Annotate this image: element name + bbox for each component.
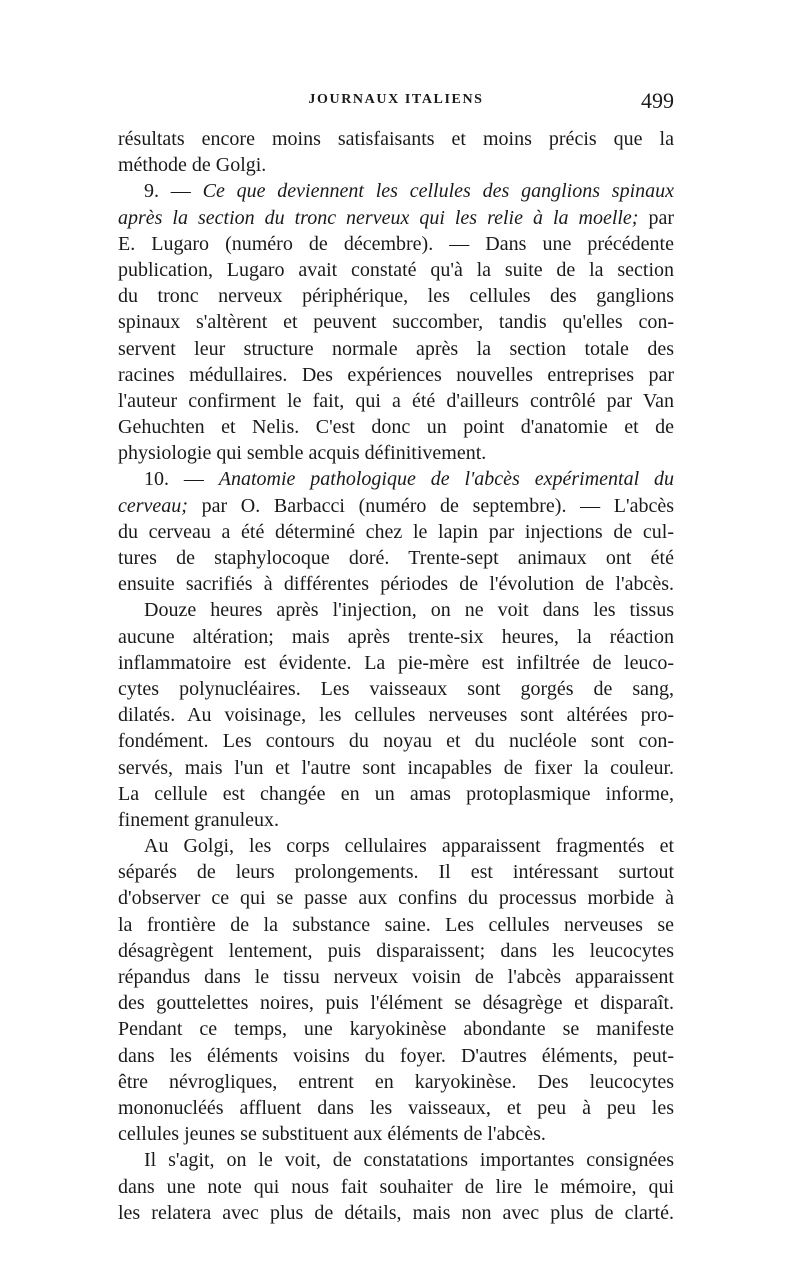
section-heading-line: cerveau; par O. Barbacci (numéro de septembre). — L'abcès xyxy=(118,494,674,517)
text-line: Pendant ce temps, une karyokinèse abondante se manifeste xyxy=(118,1018,674,1041)
text-line: répandus dans le tissu nerveux voisin de l'abcès apparaissent xyxy=(118,966,674,988)
text-line: cellules jeunes se substituent aux éléments de l'abcès. xyxy=(118,1123,546,1146)
text-line: inflammatoire est évidente. La pie-mère est infiltrée de leuco- xyxy=(118,651,674,674)
text-line: Au Golgi, les corps cellulaires apparaissent fragmentés et xyxy=(144,835,674,858)
text-line: La cellule est changée en un amas protoplasmique informe, xyxy=(118,782,674,805)
section-heading-line: après la section du tronc nerveux qui les relie à la moelle; par xyxy=(118,206,674,229)
text-line: l'auteur confirment le fait, qui a été d'ailleurs contrôlé par Van xyxy=(118,389,674,412)
text-line: servés, mais l'un et l'autre sont incapables de fixer la couleur. xyxy=(118,756,674,779)
text-line: racines médullaires. Des expériences nouvelles entreprises par xyxy=(118,363,674,386)
text-line: séparés de leurs prolongements. Il est intéressant surtout xyxy=(118,861,674,884)
text-line: la frontière de la substance saine. Les cellules nerveuses se xyxy=(118,913,674,936)
text-line: physiologie qui semble acquis définitivement. xyxy=(118,442,487,465)
text-line: E. Lugaro (numéro de décembre). — Dans une précédente xyxy=(118,232,674,255)
text-line: fondément. Les contours du noyau et du nucléole sont con- xyxy=(118,730,674,753)
page-number: 499 xyxy=(641,88,674,113)
text-line: désagrègent lentement, puis disparaissent; dans les leucocytes xyxy=(118,939,674,962)
section-heading-line: 9. — Ce que deviennent les cellules des ganglions spinaux xyxy=(144,180,675,203)
text-line: dilatés. Au voisinage, les cellules nerveuses sont altérées pro- xyxy=(118,704,674,727)
text-line: aucune altération; mais après trente-six heures, la réaction xyxy=(118,625,674,648)
running-head xyxy=(118,88,674,116)
text-line: être névrogliques, entrent en karyokinèse. Des leucocytes xyxy=(118,1070,674,1093)
text-line: d'observer ce qui se passe aux confins du processus morbide à xyxy=(118,887,674,910)
text-line: ensuite sacrifiés à différentes périodes de l'évolution de l'abcès. xyxy=(118,573,674,596)
body-text xyxy=(118,126,674,1226)
text-line: Douze heures après l'injection, on ne voit dans les tissus xyxy=(144,599,674,622)
text-line: publication, Lugaro avait constaté qu'à la suite de la section xyxy=(118,258,674,281)
article-title: Anatomie pathologique de l'abcès expérimental du xyxy=(218,468,675,491)
text-line: cytes polynucléaires. Les vaisseaux sont gorgés de sang, xyxy=(118,677,674,700)
section-heading-line: 10. — Anatomie pathologique de l'abcès expérimental du xyxy=(144,468,675,491)
text-line: spinaux s'altèrent et peuvent succomber, tandis qu'elles con- xyxy=(118,311,674,334)
text-line: du cerveau a été déterminé chez le lapin par injections de cul- xyxy=(118,520,674,543)
running-title: JOURNAUX ITALIENS xyxy=(308,92,484,107)
text-line: dans les éléments voisins du foyer. D'autres éléments, peut- xyxy=(118,1044,674,1067)
article-title: Ce que deviennent les cellules des ganglions spinaux xyxy=(202,180,675,203)
text-line: les relatera avec plus de détails, mais non avec plus de clarté. xyxy=(118,1201,674,1224)
text-line: du tronc nerveux périphérique, les cellules des ganglions xyxy=(118,285,674,308)
text-line: finement granuleux. xyxy=(118,808,280,831)
text-line: mononucléés affluent dans les vaisseaux, et peu à peu les xyxy=(118,1096,674,1119)
text-line: Gehuchten et Nelis. C'est donc un point d'anatomie et de xyxy=(118,416,674,439)
article-title: cerveau; xyxy=(118,494,188,517)
text-line: servent leur structure normale après la section totale des xyxy=(118,337,674,360)
text-line: des gouttelettes noires, puis l'élément se désagrège et disparaît. xyxy=(118,992,674,1015)
text-line: méthode de Golgi. xyxy=(118,154,267,177)
text-line: résultats encore moins satisfaisants et moins précis que la xyxy=(118,128,674,150)
text-line: dans une note qui nous fait souhaiter de lire le mémoire, qui xyxy=(118,1175,674,1198)
text-line: Il s'agit, on le voit, de constatations importantes consignées xyxy=(144,1149,674,1172)
text-line: tures de staphylocoque doré. Trente-sept animaux ont été xyxy=(118,547,674,569)
article-title: après la section du tronc nerveux qui les relie à la moelle; xyxy=(118,206,639,229)
